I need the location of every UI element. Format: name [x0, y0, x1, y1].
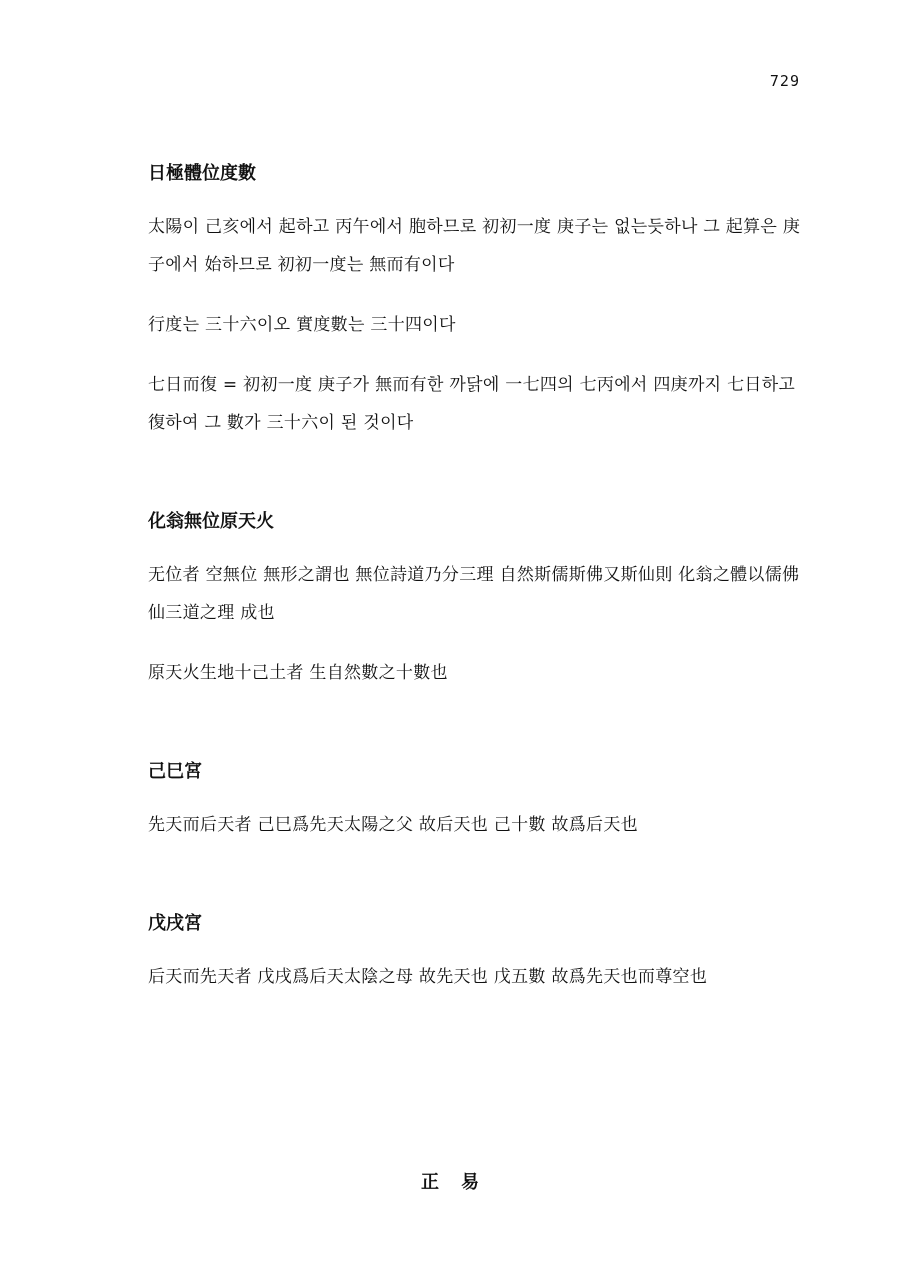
paragraph: 无位者 空無位 無形之謂也 無位詩道乃分三理 自然斯儒斯佛又斯仙則 化翁之體以儒佛仙三道之理 成也 [148, 565, 800, 623]
paragraph: 行度는 三十六이오 實度數는 三十四이다 [148, 315, 456, 335]
paragraph: 先天而后天者 己巳爲先天太陽之父 故后天也 己十數 故爲后天也 [148, 815, 638, 835]
section-title: 化翁無位原天火 [148, 511, 274, 532]
paragraph: 太陽이 己亥에서 起하고 丙午에서 胞하므로 初初一度 庚子는 없는듯하나 그 起算은 庚子에서 始하므로 初初一度는 無而有이다 [148, 217, 801, 275]
section-sun-pole [148, 160, 804, 442]
paragraph: 七日而復 = 初初一度 庚子가 無而有한 까닭에 一七四의 七丙에서 四庚까지 七日하고 復하여 그 數가 三十六이 된 것이다 [148, 375, 796, 433]
section-title: 戊戌宮 [148, 913, 202, 934]
page-footer: 正易 [421, 1172, 501, 1193]
paragraph: 原天火生地十己土者 生自然數之十數也 [148, 663, 448, 683]
section-title: 己巳宮 [148, 761, 202, 782]
section-musul-palace [148, 910, 804, 996]
section-hwaong [148, 508, 804, 692]
page-content [148, 160, 804, 1018]
section-title: 日極體位度數 [148, 163, 256, 184]
paragraph: 后天而先天者 戊戌爲后天太陰之母 故先天也 戊五數 故爲先天也而尊空也 [148, 967, 708, 987]
section-gisa-palace [148, 758, 804, 844]
page-number: 729 [769, 72, 800, 90]
